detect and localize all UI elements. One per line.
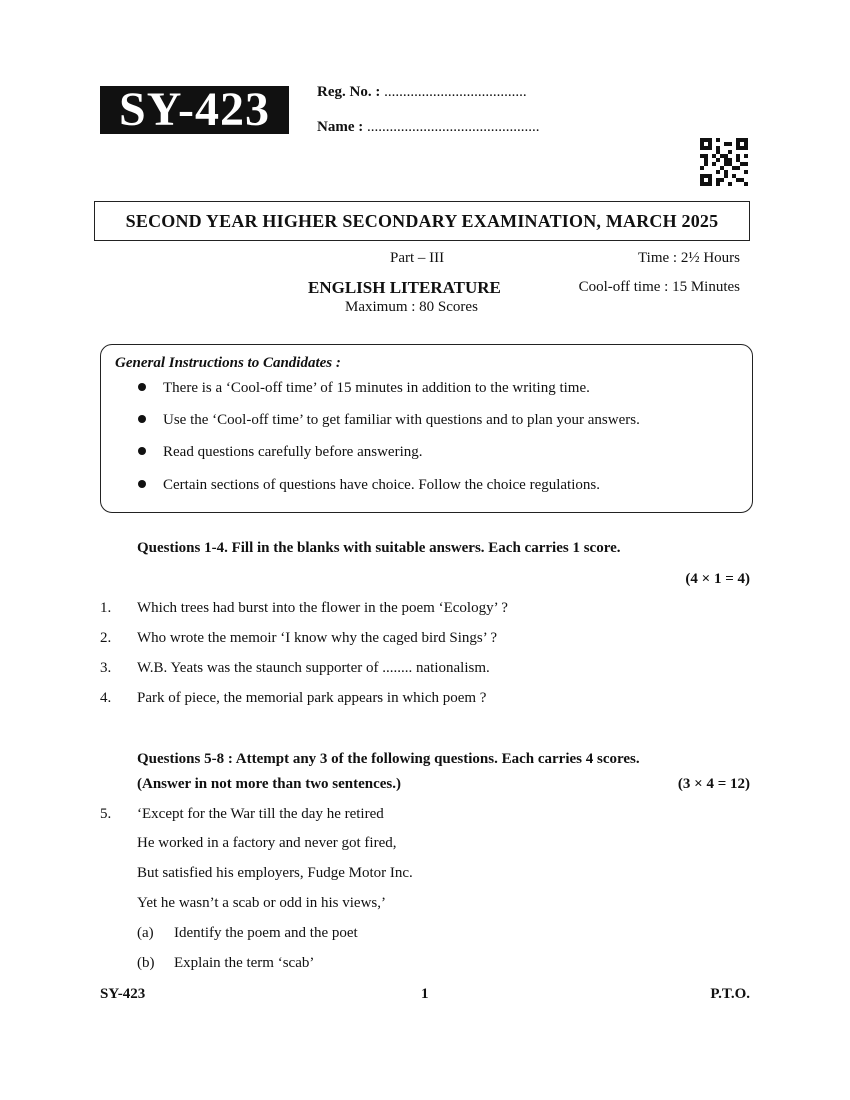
question-number: 5. <box>100 806 112 822</box>
instruction-item <box>138 477 600 494</box>
name-field <box>317 119 539 136</box>
footer-code: SY-423 <box>100 986 146 1002</box>
question-text: W.B. Yeats was the staunch supporter of ........ nationalism. <box>137 660 490 676</box>
maximum-scores: Maximum : 80 Scores <box>345 299 478 315</box>
poem-line: ‘Except for the War till the day he retired <box>137 806 384 822</box>
bullet-icon <box>138 415 146 423</box>
exam-title: SECOND YEAR HIGHER SECONDARY EXAMINATION, MARCH 2025 <box>94 201 750 241</box>
instruction-text: Read questions carefully before answering. <box>163 444 423 460</box>
bullet-icon <box>138 480 146 488</box>
poem-line: But satisfied his employers, Fudge Motor Inc. <box>137 865 413 881</box>
question-text: Who wrote the memoir ‘I know why the caged bird Sings’ ? <box>137 630 498 646</box>
subject-title: ENGLISH LITERATURE <box>308 278 501 297</box>
section1-heading: Questions 1-4. Fill in the blanks with suitable answers. Each carries 1 score. <box>137 540 621 556</box>
name-label: Name : <box>317 119 364 135</box>
question-number: 2. <box>100 630 112 646</box>
sub-question-text: Explain the term ‘scab’ <box>174 955 315 971</box>
time-label: Time : 2½ Hours <box>638 250 740 266</box>
paper-code-badge: SY-423 <box>100 86 289 134</box>
sub-question-label: (b) <box>137 955 155 971</box>
sub-question-label: (a) <box>137 925 154 941</box>
instruction-text: Use the ‘Cool-off time’ to get familiar with questions and to plan your answers. <box>163 412 640 428</box>
reg-no-dots: ...................................... <box>384 84 527 100</box>
page-number: 1 <box>421 986 429 1002</box>
instruction-text: There is a ‘Cool-off time’ of 15 minutes in addition to the writing time. <box>163 380 590 396</box>
question-number: 4. <box>100 690 112 706</box>
instruction-item <box>138 412 640 429</box>
section2-score: (3 × 4 = 12) <box>677 776 750 792</box>
name-dots: .............................................. <box>366 119 540 135</box>
question-text: Park of piece, the memorial park appears in which poem ? <box>137 690 487 706</box>
poem-line: He worked in a factory and never got fired, <box>137 835 397 851</box>
instruction-text: Certain sections of questions have choice. Follow the choice regulations. <box>163 477 600 493</box>
sub-question-text: Identify the poem and the poet <box>174 925 358 941</box>
bullet-icon <box>138 447 146 455</box>
instruction-item <box>138 380 590 397</box>
instruction-item <box>138 444 423 461</box>
question-number: 3. <box>100 660 112 676</box>
qr-code-icon <box>700 138 748 186</box>
bullet-icon <box>138 383 146 391</box>
section2-subheading: (Answer in not more than two sentences.) <box>137 776 402 792</box>
section1-score: (4 × 1 = 4) <box>685 571 750 587</box>
section2-heading: Questions 5-8 : Attempt any 3 of the following questions. Each carries 4 scores. <box>137 751 640 767</box>
question-number: 1. <box>100 600 112 616</box>
instructions-heading: General Instructions to Candidates : <box>115 355 341 371</box>
poem-line: Yet he wasn’t a scab or odd in his views,’ <box>137 895 387 911</box>
reg-no-label: Reg. No. : <box>317 84 381 100</box>
reg-no-field <box>317 84 527 101</box>
cooloff-label: Cool-off time : 15 Minutes <box>578 279 740 295</box>
pto-label: P.T.O. <box>710 986 750 1002</box>
question-text: Which trees had burst into the flower in the poem ‘Ecology’ ? <box>137 600 508 616</box>
part-label: Part – III <box>390 250 445 266</box>
